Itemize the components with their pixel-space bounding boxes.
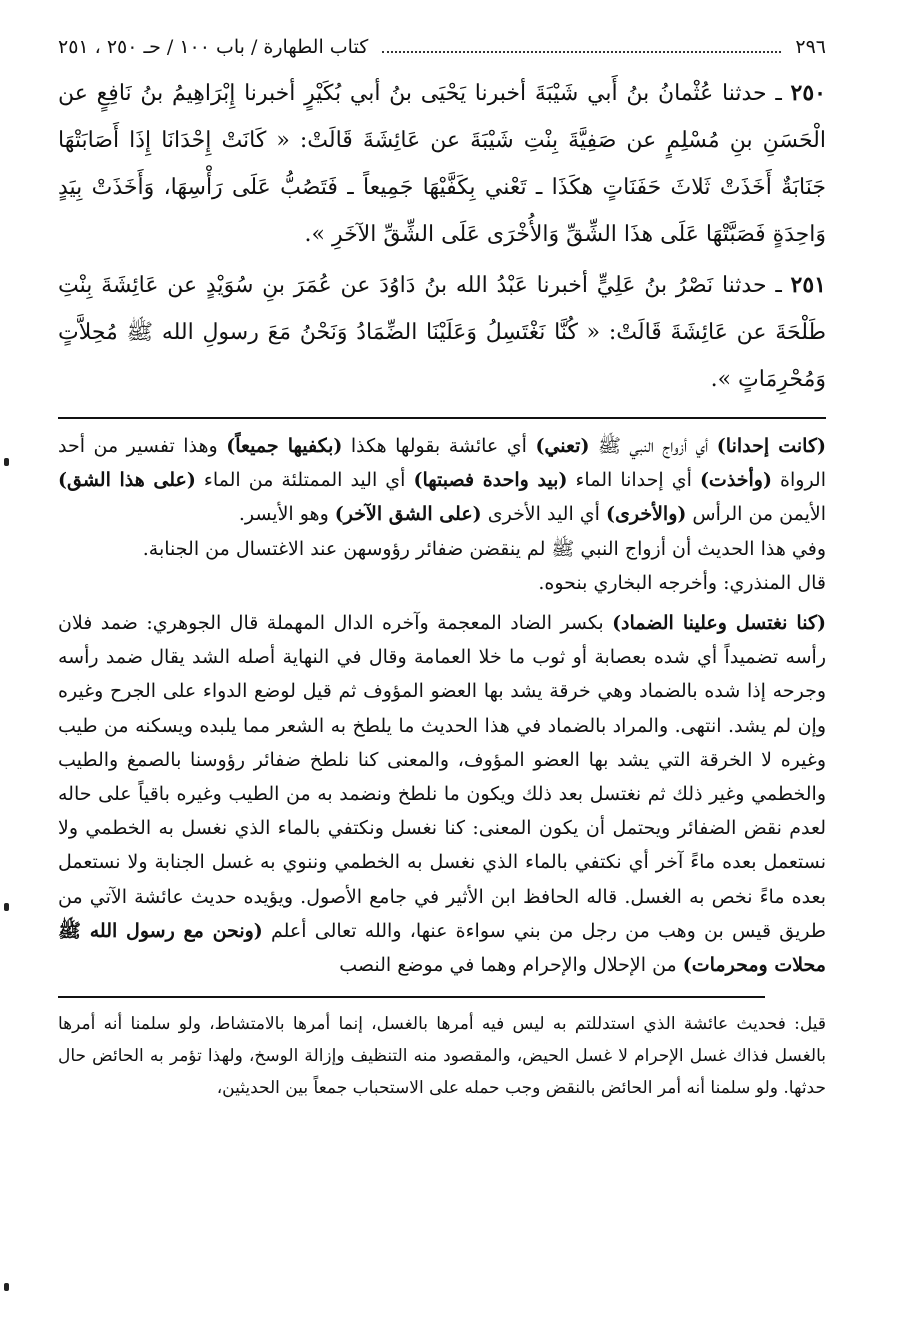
lemma: (بكفيها جميعاً) (226, 435, 343, 457)
lemma: (كنا نغتسل وعلينا الضماد) (612, 612, 826, 635)
gloss: وهذا تفسير من أحد الرواة (58, 435, 826, 492)
gloss: أي اليد الممتلئة من الماء (195, 469, 414, 492)
book-page (58, 36, 826, 1104)
lemma: (وأخذت) (699, 469, 772, 492)
lemma: (والأخرى) (605, 503, 687, 526)
gloss: أي أزواج النبي ﷺ (589, 435, 717, 457)
hadith-number: ٢٥٠ (790, 80, 826, 106)
separator-line (58, 417, 826, 419)
scan-mark (4, 1283, 9, 1291)
gloss: أي إحدانا الماء (567, 469, 700, 492)
hadith-number: ٢٥١ (790, 272, 826, 298)
hadith-250 (58, 70, 826, 258)
gloss: أي عائشة بقولها هكذا (342, 435, 536, 457)
footnote: قيل: فحديث عائشة الذي استدللتم به ليس فيه أمرها بالغسل، إنما أمرها بالامتشاط، ولو سلمنا أنه أمرها بالغسل فذاك غسل الإحرام لا غسل الحيض، والمقصود منه التنظيف وإزالة الوسخ، ولهذا تؤمر به الحائض حال حدثها. ولو سلمنا أنه أمر الحائض بالنقض وجب حمله على الاستحباب جمعاً بين الحديثين، (58, 1014, 826, 1099)
footnote-separator (58, 996, 765, 998)
running-title: كتاب الطهارة / باب ١٠٠ / حـ ٢٥٠ ، ٢٥١ (58, 36, 369, 58)
scan-mark (4, 458, 9, 466)
page-header (58, 36, 826, 70)
commentary-250-source: قال المنذري: وأخرجه البخاري بنحوه. (538, 571, 826, 594)
scan-mark (4, 903, 9, 911)
gloss: أي اليد الأخرى (481, 503, 606, 526)
hadith-251 (58, 262, 826, 403)
header-dots (382, 41, 781, 53)
lemma: (على هذا الشق) (58, 469, 196, 492)
lemma: (ونحن مع رسول الله ﷺ محلات ومحرمات) (58, 919, 826, 977)
lemma: (على الشق الآخر) (334, 503, 482, 526)
gloss: بكسر الضاد المعجمة وآخره الدال المهملة قال الجوهري: ضمد فلان رأسه تضميداً أي شده بعصابة أو ثوب ما خلا العمامة وقال في النهاية أصله الشد يقال ضمد رأسه وجرحه إذا شده بالضماد وهي خرقة يشد بها العضو المؤوف ثم قيل لوضع الدواء على الجرح وغيره وإن لم يشد. انتهى. والمراد بالضماد في هذا الحديث ما يلطخ به الشعر مما يلبده ويسكنه من طيب وغيره لا الخرقة التي يشد بها العضو المؤوف، والمعنى كنا نلطخ ضفائر رؤوسنا بالصمغ والطيب والخطمي وغير ذلك ثم نغتسل بعد ذلك ويكون ما نلطخ ونضمد به من الطيب وغيره باقياً على حاله لعدم نقض الضفائر ويحتمل أن يكون المعنى: كنا نغسل ونكتفي بالماء الذي نغسل به الخطمي ولا نستعمل بعده ماءً آخر أي نكتفي بالماء الذي نغسل به الخطمي وننوي به غسل الجنابة ولا نستعمل بعده ماءً نخص به الغسل. قاله الحافظ ابن الأثير في جامع الأصول. ويؤيده حديث عائشة الآتي من طريق قيس بن وهب من رجل من بني سواءة عنها، والله تعالى أعلم (58, 612, 826, 942)
hadith-text: ـ حدثنا نَصْرُ بنُ عَلِيٍّ أخبرنا عَبْدُ الله بنُ دَاوُدَ عن عُمَرَ بنِ سُوَيْدٍ عن عَائِشَةَ بِنْتِ طَلْحَةَ عن عَائِشَةَ قَالَتْ: « كُنَّا نَغْتَسِلُ وَعَلَيْنَا الضِّمَادُ وَنَحْنُ مَعَ رسولِ الله ﷺ مُحِلاَّتٍ وَمُحْرِمَاتٍ ». (58, 273, 826, 392)
commentary (58, 429, 826, 982)
gloss: الأيمن من الرأس (686, 503, 826, 526)
commentary-250-note: وفي هذا الحديث أن أزواج النبي ﷺ لم ينقضن ضفائر رؤوسهن عند الاغتسال من الجنابة. (142, 537, 826, 560)
hadith-text: ـ حدثنا عُثْمانُ بنُ أَبي شَيْبَةَ أخبرنا يَحْيَى بنُ أبي بُكَيْرٍ أخبرنا إِبْرَاهِيمُ بنُ نَافِعٍ عن الْحَسَنِ بنِ مُسْلِمٍ عن صَفِيَّةَ بِنْتِ شَيْبَةَ عن عَائِشَةَ قَالَتْ: « كَانَتْ إِحْدَانَا إِذَا أَصَابَتْهَا جَنَابَةٌ أَخَذَتْ ثَلاثَ حَفَنَاتٍ هكَذَا ـ تَعْني بِكَفَّيْهَا جَمِيعاً ـ فَتَصُبُّ عَلَى رَأْسِهَا، وَأَخَذَتْ بِيَدٍ وَاحِدَةٍ فَصَبَّتْهَا عَلَى هذَا الشِّقِّ وَالأُخْرَى عَلَى الشِّقِّ الآخَرِ ». (58, 81, 826, 247)
lemma: (بيد واحدة فصبتها) (413, 469, 568, 492)
gloss: وهو الأيسر. (238, 503, 335, 526)
gloss: من الإحلال والإحرام وهما في موضع النصب (339, 954, 683, 977)
lemma: (كانت إحدانا) (716, 435, 826, 457)
commentary-251 (58, 606, 826, 982)
page-number: ٢٩٦ (795, 36, 826, 58)
lemma: (تعني) (535, 435, 590, 457)
commentary-250 (58, 429, 826, 532)
